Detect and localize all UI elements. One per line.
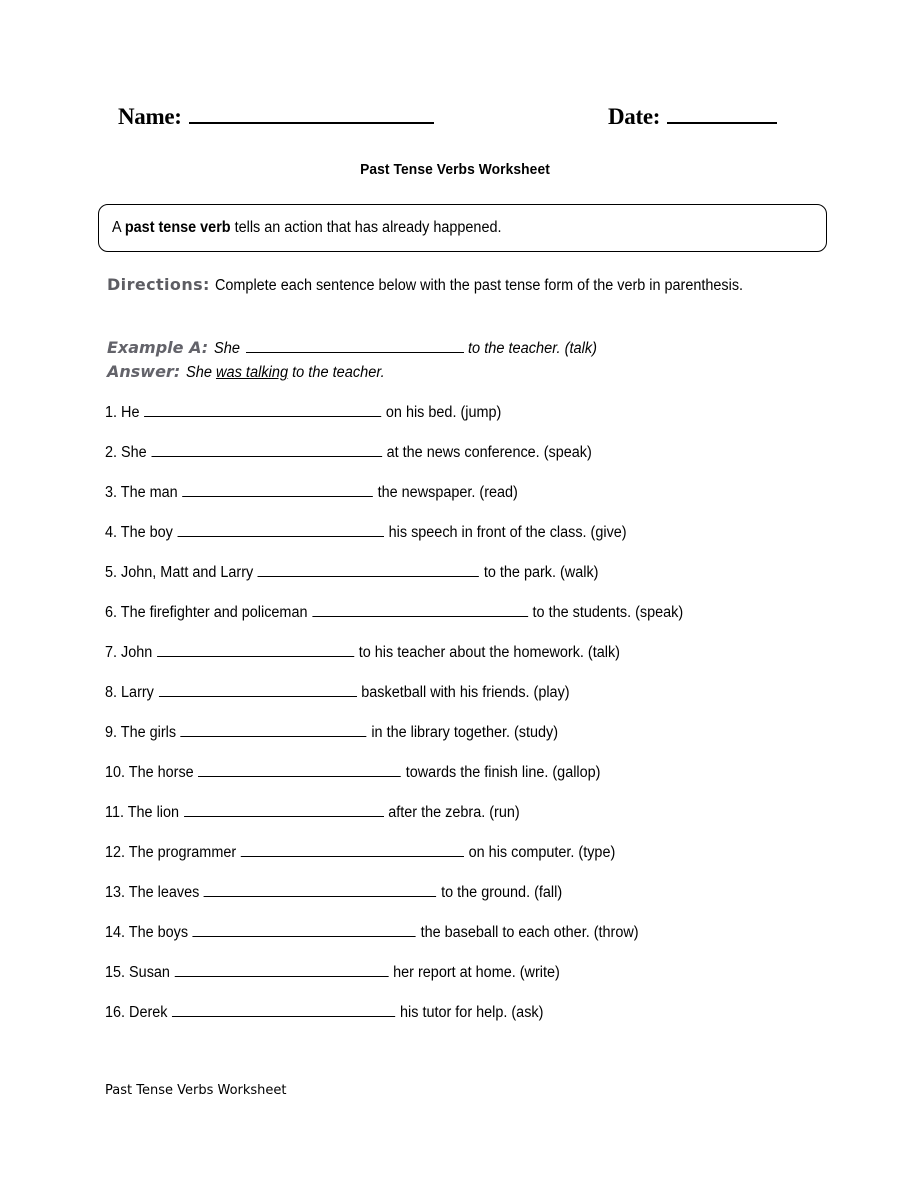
name-write-line[interactable] [189, 105, 434, 124]
answer-blank-line[interactable] [159, 683, 357, 697]
answer-filled-word: was talking [216, 364, 289, 381]
date-field-group [608, 104, 777, 130]
question-content [105, 563, 598, 582]
question-content [105, 643, 620, 662]
question-text-after: to the ground. (fall) [441, 884, 563, 901]
definition-term: past tense verb [124, 219, 231, 236]
question-text-after: the newspaper. (read) [377, 484, 518, 501]
question-row [105, 1003, 845, 1043]
question-text-before: John [117, 644, 153, 661]
question-text-after: to his teacher about the homework. (talk) [358, 644, 620, 661]
question-content [105, 403, 501, 422]
directions-label: Directions: [107, 275, 210, 294]
question-number: 9. [105, 724, 118, 741]
question-text-before: The boys [125, 924, 189, 941]
question-text-before: The man [117, 484, 178, 501]
answer-blank-line[interactable] [312, 603, 528, 617]
question-row [105, 723, 845, 763]
question-content [105, 883, 562, 902]
question-text-before: The leaves [125, 884, 200, 901]
question-text-after: basketball with his friends. (play) [361, 684, 570, 701]
answer-blank-line[interactable] [178, 523, 384, 537]
example-after: to the teacher. (talk) [467, 340, 597, 357]
definition-prefix: A [112, 219, 125, 236]
question-text-before: Derek [125, 1004, 168, 1021]
question-text-before: The horse [125, 764, 194, 781]
question-row [105, 403, 845, 443]
question-text-after: his speech in front of the class. (give) [388, 524, 627, 541]
question-content [105, 763, 600, 782]
question-number: 11. [105, 804, 124, 821]
question-text-before: Larry [117, 684, 154, 701]
question-row [105, 963, 845, 1003]
question-text-before: Susan [125, 964, 170, 981]
question-content [105, 483, 518, 502]
question-row [105, 523, 845, 563]
question-text-before: The lion [123, 804, 180, 821]
name-field-group [118, 104, 434, 130]
question-text-after: to the students. (speak) [532, 604, 684, 621]
answer-blank-line[interactable] [172, 1003, 395, 1017]
directions-text: Complete each sentence below with the past tense form of the verb in parenthesis. [214, 277, 743, 294]
question-number: 3. [105, 484, 118, 501]
question-content [105, 1003, 543, 1022]
question-number: 4. [105, 524, 118, 541]
definition-box [98, 204, 827, 252]
question-row [105, 683, 845, 723]
answer-blank-line[interactable] [175, 963, 389, 977]
question-text-before: John, Matt and Larry [117, 564, 254, 581]
question-row [105, 923, 845, 963]
question-number: 13. [105, 884, 126, 901]
example-row [107, 338, 605, 358]
question-content [105, 683, 570, 702]
question-text-after: the baseball to each other. (throw) [420, 924, 639, 941]
answer-before: She [186, 364, 217, 381]
question-row [105, 843, 845, 883]
question-text-after: at the news conference. (speak) [386, 444, 592, 461]
question-text-before: The programmer [125, 844, 237, 861]
definition-suffix: tells an action that has already happened. [230, 219, 502, 236]
name-label: Name: [118, 104, 182, 129]
question-content [105, 923, 639, 942]
question-text-before: She [117, 444, 147, 461]
question-number: 1. [105, 404, 118, 421]
question-number: 5. [105, 564, 118, 581]
name-date-header [118, 104, 798, 134]
question-row [105, 603, 845, 643]
question-content [105, 843, 615, 862]
question-text-after: towards the finish line. (gallop) [405, 764, 601, 781]
date-label: Date: [608, 104, 661, 129]
question-number: 6. [105, 604, 118, 621]
question-row [105, 643, 845, 683]
answer-after: to the teacher. [288, 364, 385, 381]
question-text-after: his tutor for help. (ask) [400, 1004, 544, 1021]
answer-label: Answer: [107, 362, 181, 381]
answer-blank-line[interactable] [151, 443, 382, 457]
question-number: 7. [105, 644, 118, 661]
answer-blank-line[interactable] [157, 643, 354, 657]
question-text-after: to the park. (walk) [483, 564, 599, 581]
question-number: 16. [105, 1004, 126, 1021]
answer-blank-line[interactable] [184, 803, 384, 817]
answer-sentence [186, 364, 385, 382]
question-text-before: He [117, 404, 140, 421]
example-blank-line[interactable] [246, 339, 464, 353]
date-write-line[interactable] [667, 105, 777, 124]
question-text-after: on his computer. (type) [468, 844, 616, 861]
question-text-before: The firefighter and policeman [117, 604, 308, 621]
question-row [105, 483, 845, 523]
question-number: 15. [105, 964, 126, 981]
answer-blank-line[interactable] [182, 483, 373, 497]
question-content [105, 723, 558, 742]
question-text-after: after the zebra. (run) [388, 804, 520, 821]
question-number: 12. [105, 844, 126, 861]
question-content [105, 963, 560, 982]
answer-row [107, 362, 398, 382]
example-before: She [214, 340, 241, 357]
answer-blank-line[interactable] [204, 883, 437, 897]
page-title: Past Tense Verbs Worksheet [360, 161, 550, 178]
directions-block [107, 271, 807, 299]
question-row [105, 803, 845, 843]
definition-text [99, 219, 501, 237]
answer-blank-line[interactable] [144, 403, 381, 417]
questions-list [105, 403, 845, 1043]
question-number: 10. [105, 764, 126, 781]
question-text-after: on his bed. (jump) [385, 404, 502, 421]
question-number: 14. [105, 924, 126, 941]
question-text-after: in the library together. (study) [371, 724, 559, 741]
question-row [105, 763, 845, 803]
example-label: Example A: [107, 338, 209, 357]
answer-blank-line[interactable] [241, 843, 464, 857]
question-content [105, 443, 592, 462]
question-text-before: The boy [117, 524, 173, 541]
answer-blank-line[interactable] [258, 563, 479, 577]
question-content [105, 603, 683, 622]
question-text-after: her report at home. (write) [393, 964, 560, 981]
question-text-before: The girls [117, 724, 177, 741]
question-content [105, 803, 520, 822]
question-content [105, 523, 627, 542]
question-number: 2. [105, 444, 118, 461]
answer-blank-line[interactable] [198, 763, 401, 777]
question-row [105, 443, 845, 483]
question-row [105, 883, 845, 923]
answer-blank-line[interactable] [181, 723, 367, 737]
footer-label: Past Tense Verbs Worksheet [105, 1083, 287, 1098]
question-number: 8. [105, 684, 118, 701]
answer-blank-line[interactable] [193, 923, 416, 937]
question-row [105, 563, 845, 603]
